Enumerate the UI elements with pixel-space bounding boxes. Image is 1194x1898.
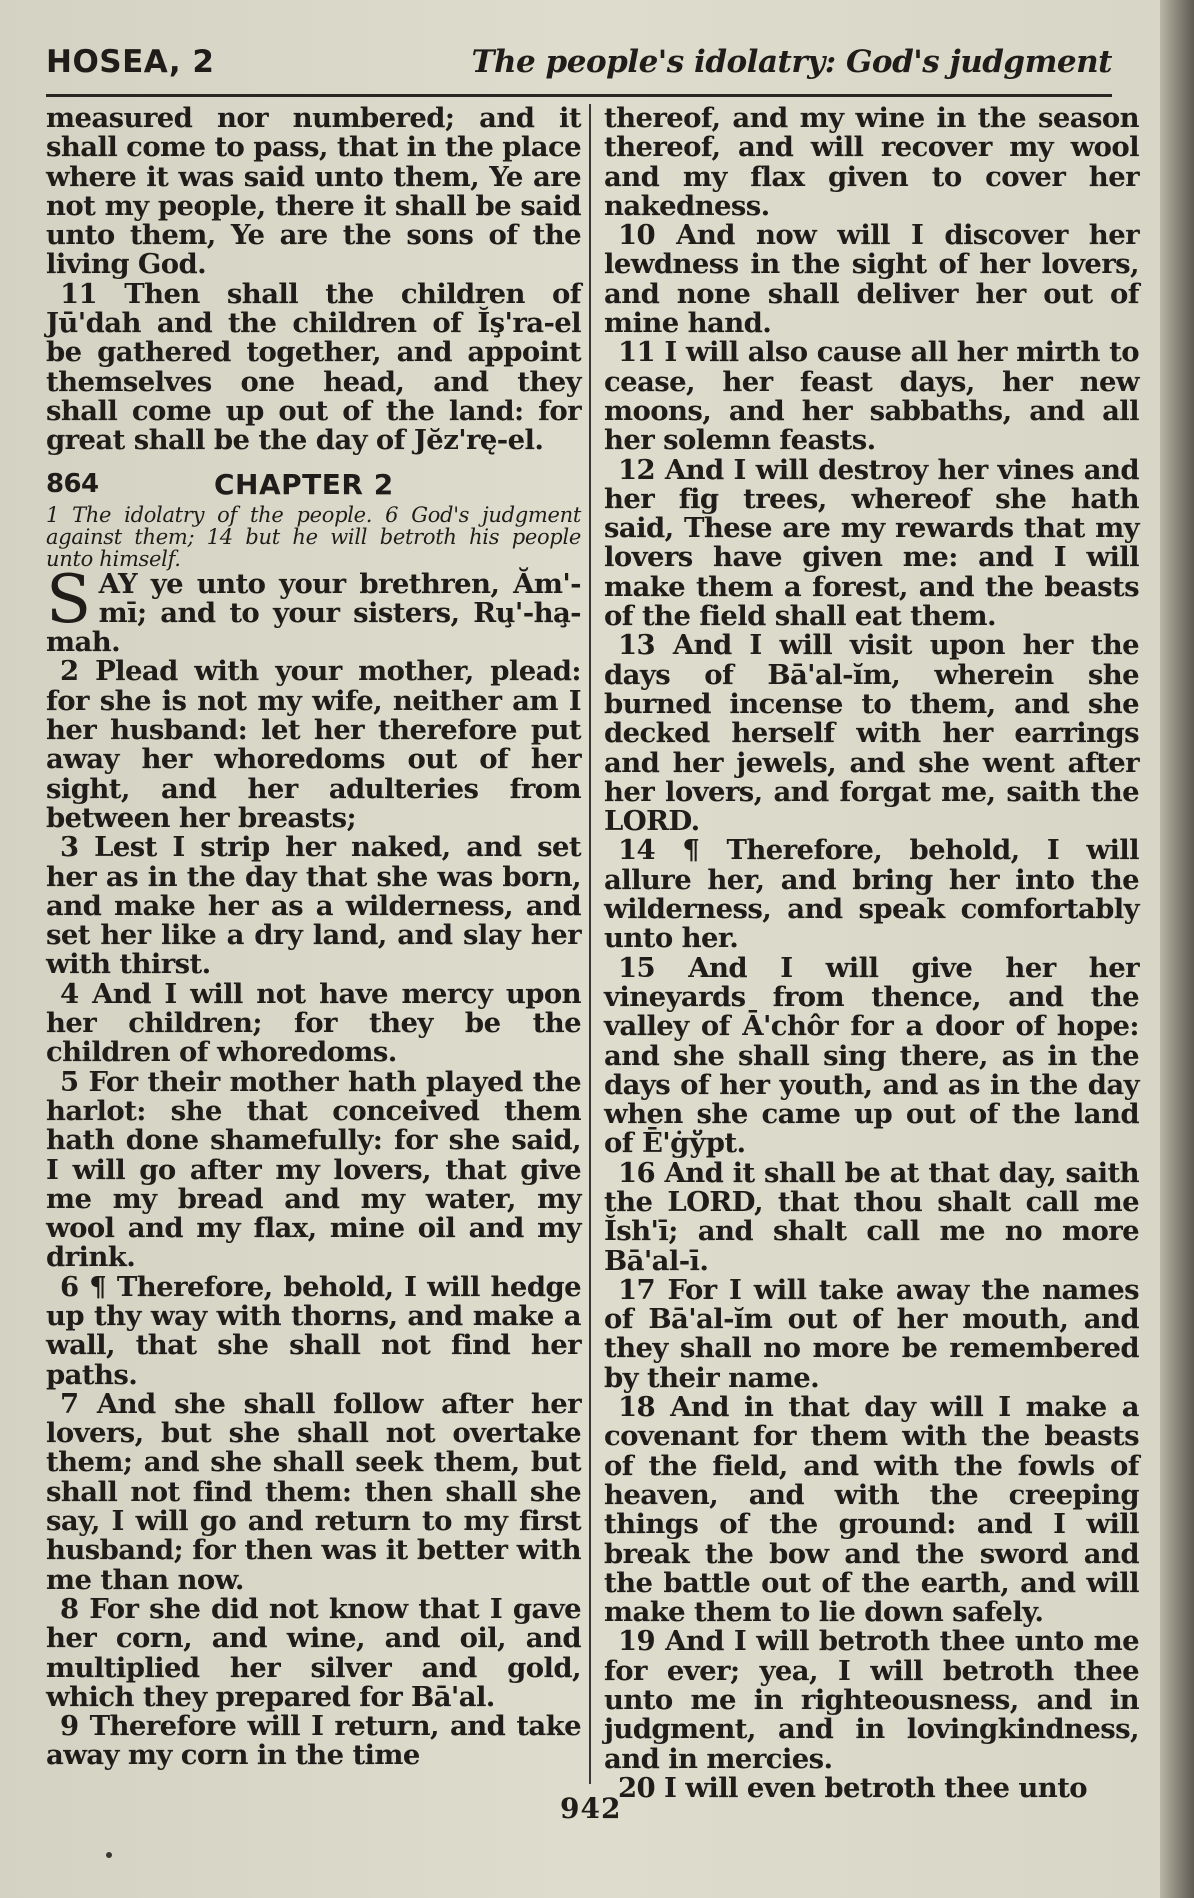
verse-1-11: 11 Then shall the children of Jū'dah and the children of Ĭş'ra-el be gathered together, and appoint themselves one head, and they shall come up out of the land: for great shall be the day of Jĕz'rę-el. (46, 277, 581, 457)
verse-2-18: 18 And in that day will I make a covenant for them with the beasts of the field, and with the fowls of heaven, and with the creeping things of the ground: and I will break the bow and the sword and the battle out of the earth, and will make them to lie down safely. (604, 1391, 1139, 1629)
verse-2-15: 15 And I will give her her vineyards from thence, and the valley of Ā'chôr for a door of hope: and she shall sing there, as in the days of her youth, and as in the day when she came up out of the land of Ē'ġўpt. (604, 951, 1139, 1160)
chapter-summary: 1 The idolatry of the people. 6 God's judgment against them; 14 but he will betroth his people unto himself. (46, 502, 581, 571)
running-head-topic: The people's idolatry: God's judgment (471, 44, 1112, 80)
verse-continuation: measured nor numbered; and it shall come to pass, that in the place where it was said unto them, Ye are not my people, there it shall be said unto them, Ye are the sons of the living God. (46, 102, 581, 281)
verse-2-14: 14 ¶ Therefore, behold, I will allure her, and bring her into the wilderness, and speak comfortably unto her. (604, 834, 1139, 955)
verse-2-6: 6 ¶ Therefore, behold, I will hedge up thy way with thorns, and make a wall, that she shall not find her paths. (46, 1270, 581, 1391)
verse-2-9: 9 Therefore will I return, and take away my corn in the time (46, 1710, 581, 1772)
verse-2-8: 8 For she did not know that I gave her corn, and wine, and oil, and multiplied her silver and gold, which they prepared for Bā'al. (46, 1592, 581, 1713)
verse-2-2: 2 Plead with your mother, plead: for she is not my wife, neither am I her husband: let her therefore put away her whoredoms out of her sight, and her adulteries from between her breasts; (46, 655, 581, 834)
verse-2-12: 12 And I will destroy her vines and her fig trees, whereof she hath said, These are my rewards that my lovers have given me: and I will make them a forest, and the beasts of the field shall eat them. (604, 453, 1139, 633)
verse-continuation: thereof, and my wine in the season thereof, and will recover my wool and my flax given to cover her nakedness. (604, 102, 1139, 222)
verse-2-4: 4 And I will not have mercy upon her children; for they be the children of whoredoms. (46, 977, 581, 1069)
chapter-opening (46, 560, 581, 659)
verse-2-10: 10 And now will I discover her lewdness in the sight of her lovers, and none shall deliver her out of mine hand. (604, 219, 1139, 340)
chapter-heading (46, 467, 581, 504)
left-column (46, 104, 581, 1771)
chapter-marginal-number: 864 (46, 468, 99, 499)
verse-2-16: 16 And it shall be at that day, saith the LORD, that thou shalt call me Ĭsh'ī; and shalt call me no more Bā'al-ī. (604, 1156, 1139, 1277)
drop-cap: S (46, 560, 91, 638)
verse-2-5: 5 For their mother hath played the harlot: she that conceived them hath done shamefully: for she said, I will go after my lovers, that give me my bread and my water, my wool and my flax, mine oil and my drink. (46, 1065, 581, 1274)
verse-2-19: 19 And I will betroth thee unto me for ever; yea, I will betroth thee unto me in righteousness, and in judgment, and in lovingkindness, and in mercies. (604, 1625, 1139, 1775)
running-head-book: HOSEA, 2 (46, 44, 215, 80)
verse-2-1: AY ye unto your brethren, Ăm'-mī; and to your sisters, Ru̧'-ha̧-mah. (46, 567, 581, 659)
verse-2-13: 13 And I will visit upon her the days of Bā'al-ĭm, wherein she burned incense to them, and she decked herself with her earrings and her jewels, and she went after her lovers, and forgat me, saith the LORD. (604, 629, 1139, 838)
verse-2-11: 11 I will also cause all her mirth to cease, her feast days, her new moons, and her sabbaths, and all her solemn feasts. (604, 336, 1139, 457)
right-column (604, 104, 1139, 1803)
verse-2-17: 17 For I will take away the names of Bā'al-ĭm out of her mouth, and they shall no more be remembered by their name. (604, 1273, 1139, 1394)
page-number: 942 (560, 1792, 622, 1825)
verse-2-3: 3 Lest I strip her naked, and set her as in the day that she was born, and make her as a wilderness, and set her like a dry land, and slay her with thirst. (46, 831, 581, 981)
chapter-title: CHAPTER 2 (214, 467, 394, 501)
verse-2-7: 7 And she shall follow after her lovers, but she shall not overtake them; and she shall seek them, but shall not find them: then shall she say, I will go and return to my first husband; for then was it better with me than now. (46, 1387, 581, 1596)
verse-2-20: 20 I will even betroth thee unto (618, 1771, 1088, 1804)
book-gutter-edge (1160, 0, 1194, 1898)
print-speck (106, 1852, 112, 1858)
page-header (46, 44, 1112, 97)
column-divider (589, 104, 591, 1784)
